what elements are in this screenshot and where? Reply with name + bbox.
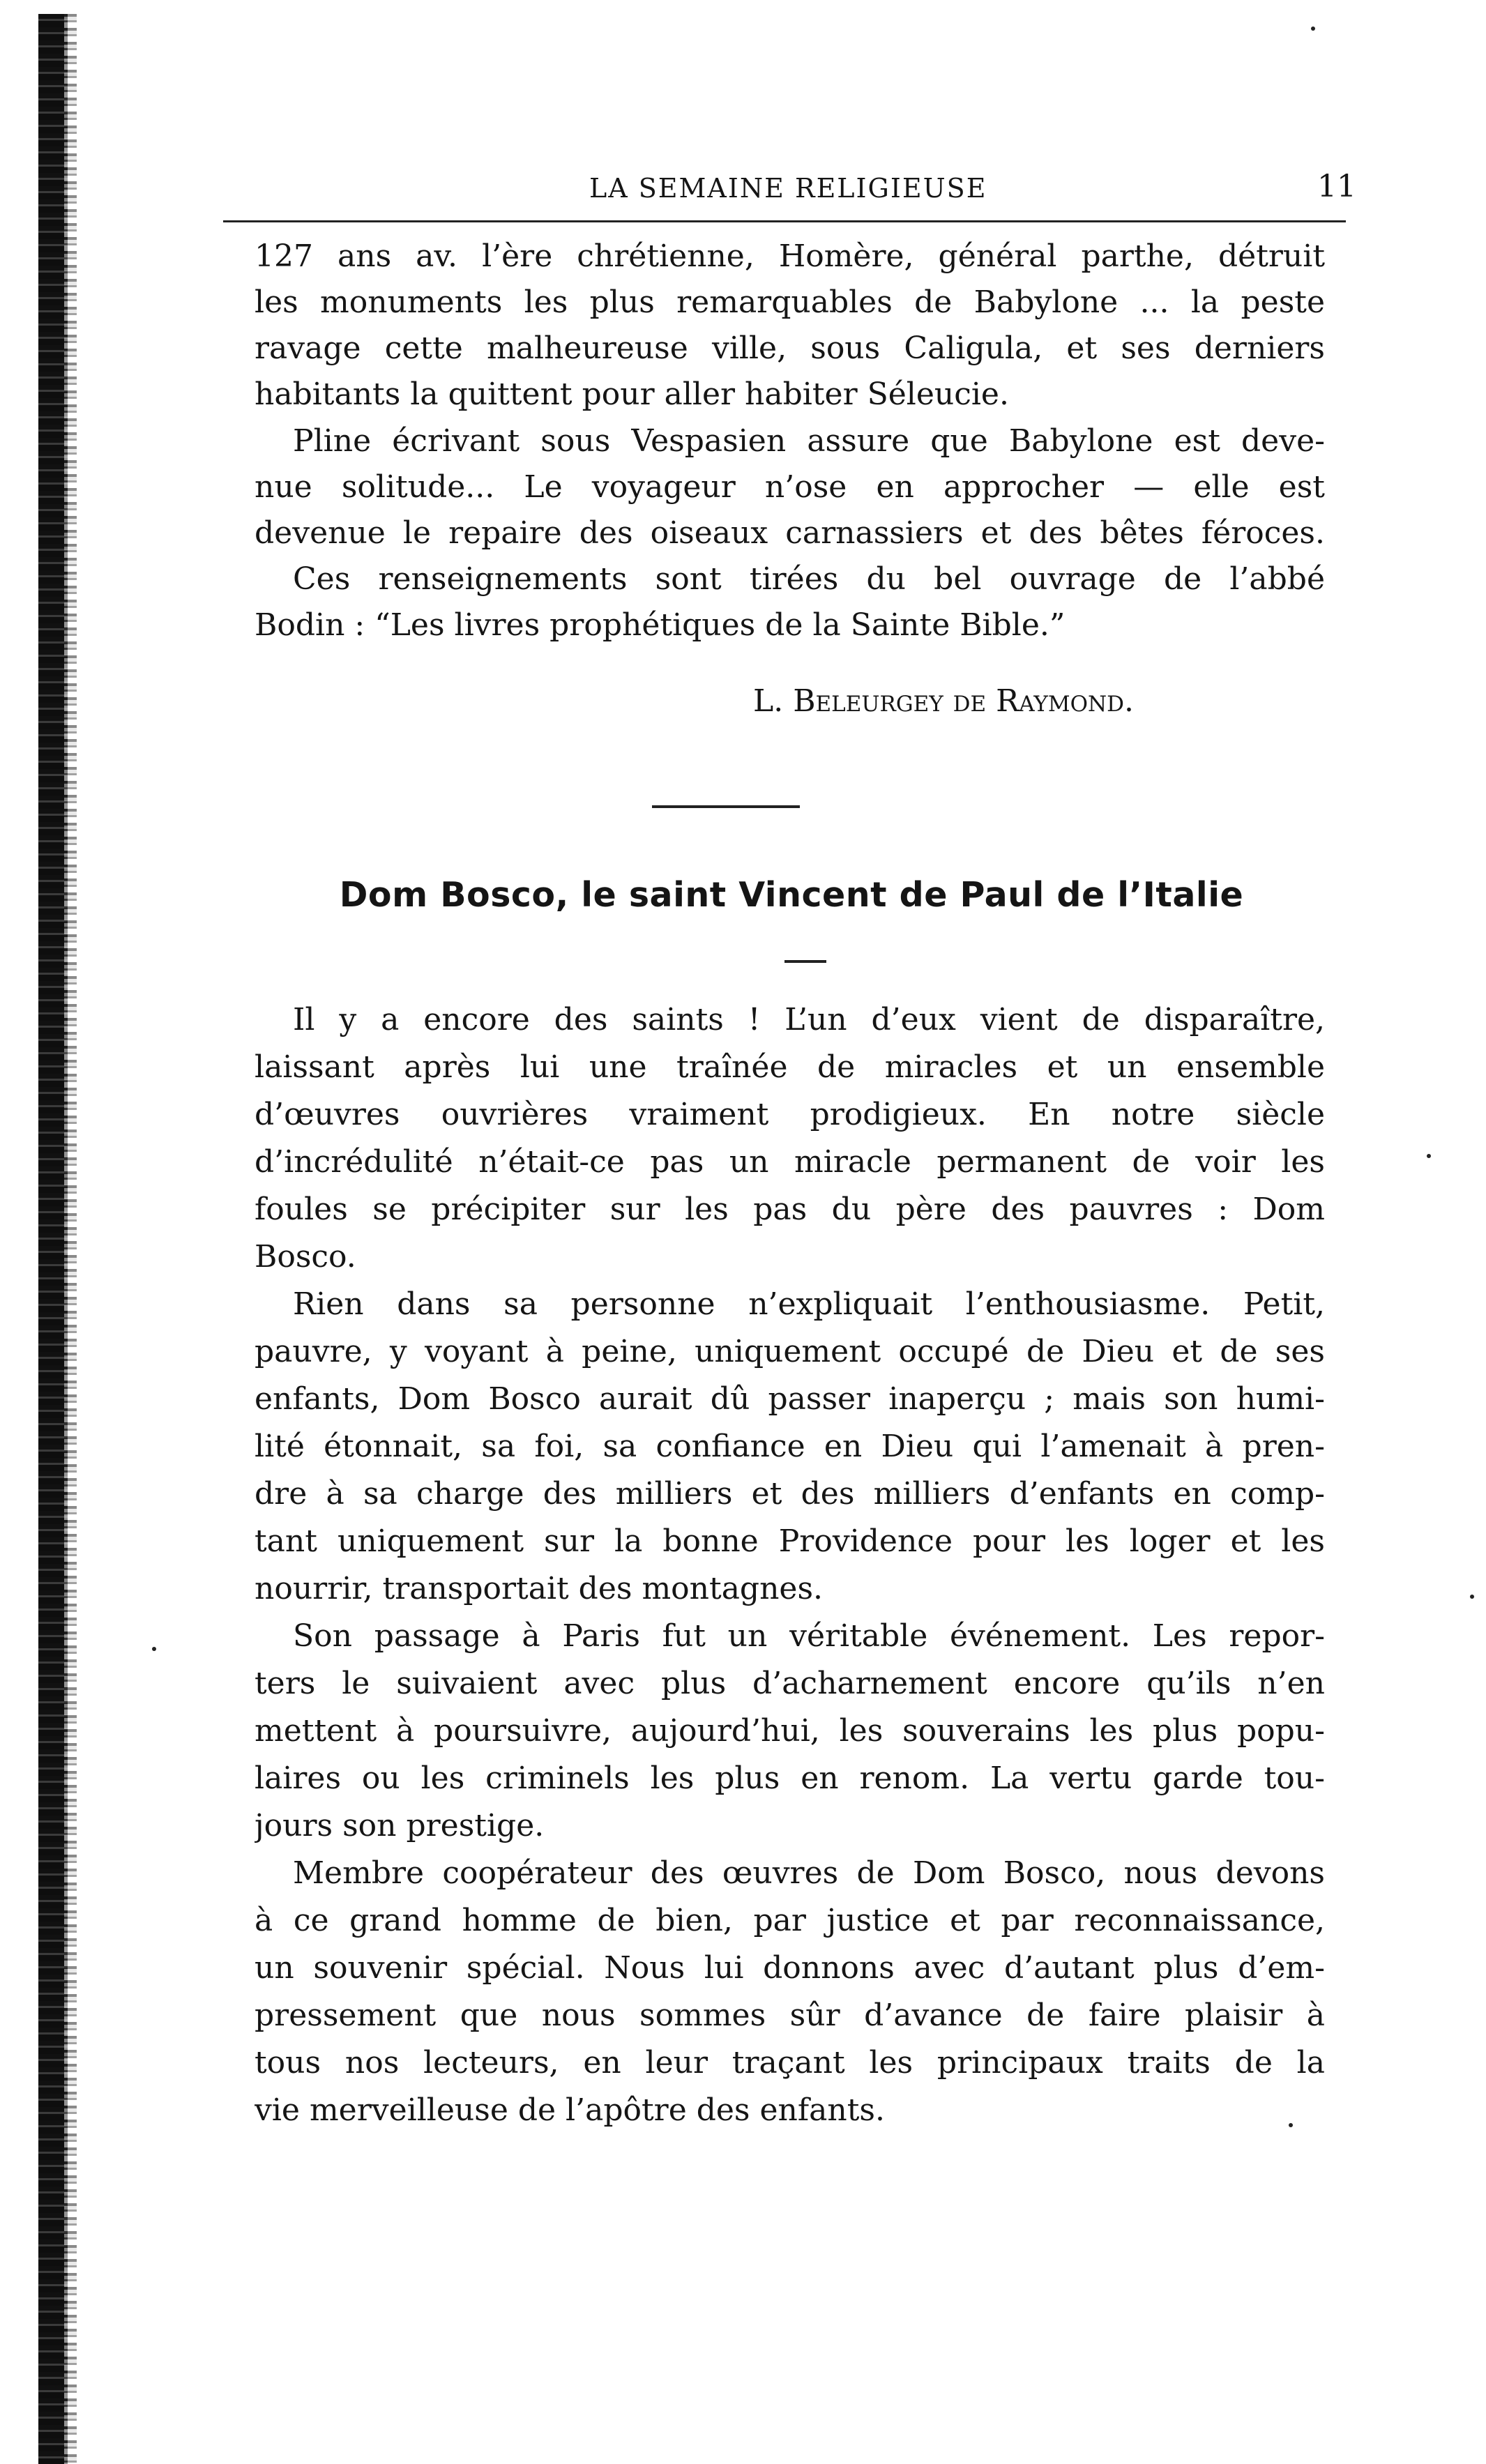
text-line: pressement que nous sommes sûr d’avance de faire plaisir à — [255, 1998, 1325, 2033]
text-line: un souvenir spécial. Nous lui donnons avec d’autant plus d’em- — [255, 1950, 1325, 1986]
author-signature: L. Beleurgey de Raymond. — [753, 683, 1134, 719]
header-rule — [223, 220, 1346, 222]
text-line: dre à sa charge des milliers et des milliers d’enfants en comp- — [255, 1476, 1325, 1512]
page-number: 11 — [1317, 169, 1356, 204]
text-line: laissant après lui une traînée de miracles et un ensemble — [255, 1049, 1325, 1085]
scan-speck — [1289, 2123, 1293, 2127]
text-line: d’œuvres ouvrières vraiment prodigieux. En notre siècle — [255, 1097, 1325, 1132]
running-header-title: LA SEMAINE RELIGIEUSE — [589, 173, 987, 204]
scan-speck — [1311, 26, 1315, 31]
text-line: mettent à poursuivre, aujourd’hui, les souverains les plus popu- — [255, 1713, 1325, 1749]
text-line: à ce grand homme de bien, par justice et par reconnaissance, — [255, 1903, 1325, 1938]
text-line: pauvre, y voyant à peine, uniquement occupé de Dieu et de ses — [255, 1334, 1325, 1369]
text-line: 127 ans av. l’ère chrétienne, Homère, général parthe, détruit — [255, 238, 1325, 274]
text-line: lité étonnait, sa foi, sa confiance en Dieu qui l’amenait à pren- — [255, 1429, 1325, 1464]
scan-speck — [152, 1647, 156, 1651]
text-line: d’incrédulité n’était-ce pas un miracle permanent de voir les — [255, 1144, 1325, 1180]
text-line: foules se précipiter sur les pas du père des pauvres : Dom — [255, 1192, 1325, 1227]
text-line: nourrir, transportait des montagnes. — [255, 1571, 824, 1606]
text-line: laires ou les criminels les plus en renom. La vertu garde tou- — [255, 1760, 1325, 1796]
text-line: vie merveilleuse de l’apôtre des enfants. — [255, 2092, 885, 2128]
scan-speck — [1470, 1595, 1474, 1599]
scan-speck — [1427, 1154, 1431, 1158]
article-title: Dom Bosco, le saint Vincent de Paul de l’Italie — [339, 875, 1244, 915]
section-separator — [652, 805, 800, 808]
title-dash — [784, 960, 826, 963]
text-line: tant uniquement sur la bonne Providence pour les loger et les — [255, 1523, 1325, 1559]
text-line: nue solitude... Le voyageur n’ose en approcher — elle est — [255, 469, 1325, 505]
text-line: jours son prestige. — [255, 1808, 545, 1843]
running-header — [255, 165, 1356, 206]
page-binding-edge — [38, 14, 68, 2464]
text-line: devenue le repaire des oiseaux carnassiers et des bêtes féroces. — [255, 515, 1325, 551]
text-line: Bodin : “Les livres prophétiques de la Sainte Bible.” — [255, 607, 1066, 643]
text-line: ters le suivaient avec plus d’acharnement encore qu’ils n’en — [255, 1666, 1325, 1701]
text-line: habitants la quittent pour aller habiter Séleucie. — [255, 377, 1009, 412]
text-line: Bosco. — [255, 1239, 356, 1275]
text-line: les monuments les plus remarquables de Babylone ... la peste — [255, 284, 1325, 320]
text-line: Pline écrivant sous Vespasien assure que Babylone est deve- — [293, 423, 1325, 459]
text-line: tous nos lecteurs, en leur traçant les principaux traits de la — [255, 2045, 1325, 2081]
text-line: Rien dans sa personne n’expliquait l’enthousiasme. Petit, — [293, 1286, 1325, 1322]
page-binding-fringe — [64, 14, 77, 2464]
text-line: enfants, Dom Bosco aurait dû passer inaperçu ; mais son humi- — [255, 1381, 1325, 1417]
text-line: ravage cette malheureuse ville, sous Caligula, et ses derniers — [255, 330, 1325, 366]
text-line: Ces renseignements sont tirées du bel ouvrage de l’abbé — [293, 561, 1325, 597]
text-line: Son passage à Paris fut un véritable événement. Les repor- — [293, 1618, 1325, 1654]
text-line: Il y a encore des saints ! L’un d’eux vient de disparaître, — [293, 1002, 1325, 1037]
top-passage — [255, 237, 1325, 669]
text-line: Membre coopérateur des œuvres de Dom Bosco, nous devons — [293, 1855, 1325, 1891]
article-body — [255, 1001, 1325, 2128]
